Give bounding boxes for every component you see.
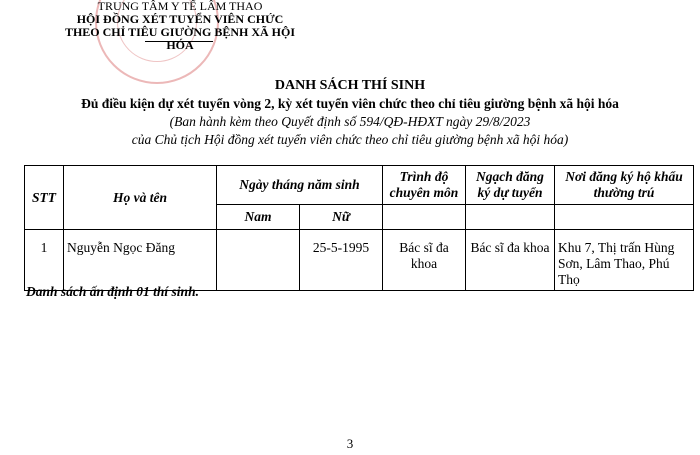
cell-residence: Khu 7, Thị trấn Hùng Sơn, Lâm Thao, Phú Thọ [555,230,694,291]
document-subtitle: Đủ điều kiện dự xét tuyển vòng 2, kỳ xét tuyển viên chức theo chỉ tiêu giường bệnh xã hội hóa [81,96,619,111]
header-degree-blank [383,205,466,230]
org-name-line1: TRUNG TÂM Y TẾ LÂM THAO [97,0,263,13]
org-name-line2: HỘI ĐỒNG XÉT TUYỂN VIÊN CHỨC [76,12,284,26]
header-dob-female: Nữ [300,205,383,230]
footer-note: Danh sách ấn định 01 thí sinh. [26,284,199,299]
header-stt: STT [25,166,64,230]
cell-dob-male [217,230,300,291]
organization-header [60,0,300,52]
header-rank: Ngạch đăng ký dự tuyển [466,166,555,205]
cell-stt: 1 [25,230,64,291]
candidate-table [24,165,694,291]
header-residence-blank [555,205,694,230]
cell-name: Nguyễn Ngọc Đăng [64,230,217,291]
header-divider [145,41,213,42]
cell-rank: Bác sĩ đa khoa [466,230,555,291]
cell-dob-female: 25-5-1995 [300,230,383,291]
page-number: 3 [346,436,354,451]
decision-reference-line1: (Ban hành kèm theo Quyết định số 594/QĐ-HĐXT ngày 29/8/2023 [169,114,531,129]
header-dob: Ngày tháng năm sinh [217,166,383,205]
header-name: Họ và tên [64,166,217,230]
document-title: DANH SÁCH THÍ SINH [274,78,426,93]
org-name-line3: THEO CHỈ TIÊU GIƯỜNG BỆNH XÃ HỘI HÓA [64,25,296,52]
header-residence: Nơi đăng ký hộ khẩu thường trú [555,166,694,205]
table-row [25,230,694,291]
header-rank-blank [466,205,555,230]
decision-reference-line2: của Chủ tịch Hội đồng xét tuyển viên chức theo chỉ tiêu giường bệnh xã hội hóa) [131,132,569,147]
header-dob-male: Nam [217,205,300,230]
cell-degree: Bác sĩ đa khoa [383,230,466,291]
header-degree: Trình độ chuyên môn [383,166,466,205]
